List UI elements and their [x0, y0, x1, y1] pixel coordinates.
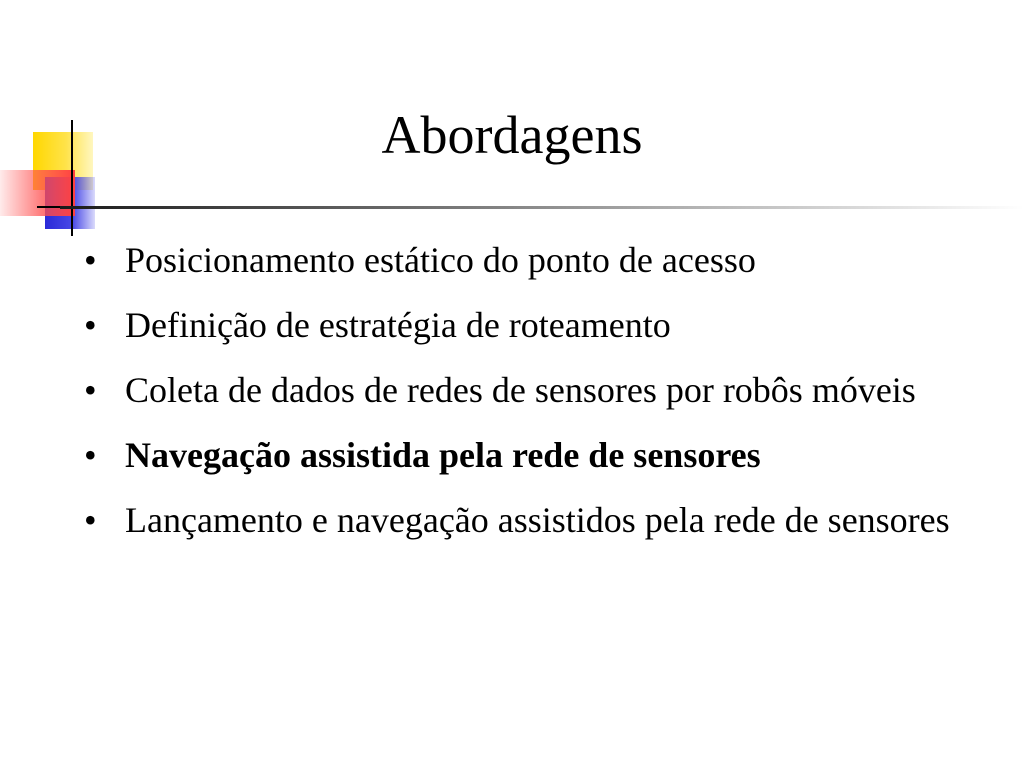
red-bar-decoration [0, 170, 75, 216]
title-divider [60, 206, 1024, 209]
bullet-text: Lançamento e navegação assistidos pela rede de sensores [125, 500, 950, 540]
bullet-marker: • [84, 370, 97, 410]
bullet-text: Navegação assistida pela rede de sensores [125, 435, 761, 475]
bullet-text: Coleta de dados de redes de sensores por robôs móveis [125, 370, 916, 410]
bullet-item [84, 234, 964, 287]
bullet-item [84, 299, 964, 352]
slide-title: Abordagens [381, 105, 643, 165]
bullet-list [84, 234, 964, 559]
bullet-marker: • [84, 240, 97, 280]
bullet-item [84, 494, 964, 547]
bullet-item-highlighted [84, 429, 964, 482]
bullet-item [84, 364, 964, 417]
bullet-text: Definição de estratégia de roteamento [125, 305, 671, 345]
bullet-marker: • [84, 305, 97, 345]
bullet-marker: • [84, 500, 97, 540]
bullet-text: Posicionamento estático do ponto de acesso [125, 240, 756, 280]
bullet-marker: • [84, 435, 97, 475]
